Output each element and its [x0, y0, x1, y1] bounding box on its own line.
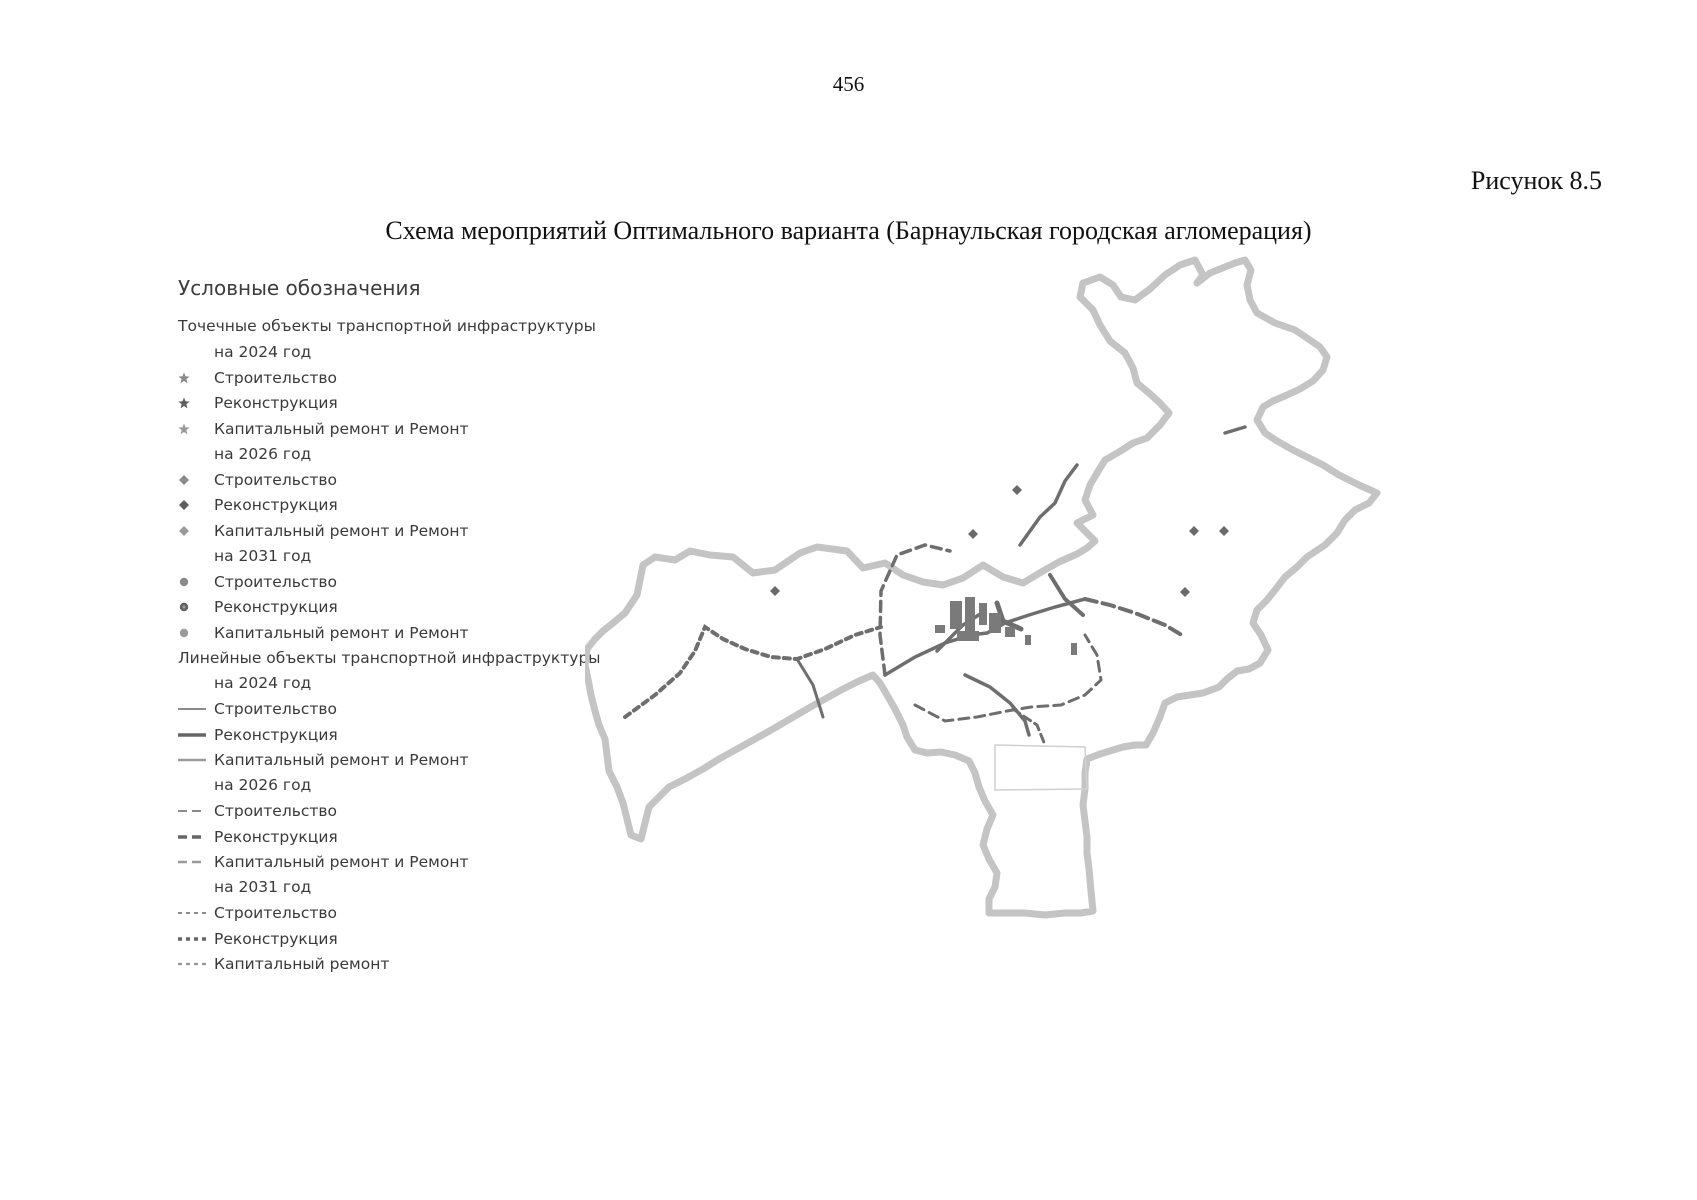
legend-item — [178, 467, 598, 493]
legend-year-2031: на 2031 год — [214, 878, 312, 896]
legend-item — [178, 799, 598, 825]
legend-item-label: Строительство — [214, 470, 338, 489]
legend-year-2031: на 2031 год — [214, 546, 312, 565]
legend-item-label: Капитальный ремонт и Ремонт — [214, 751, 469, 770]
legend-item — [178, 697, 598, 723]
page-number: 456 — [832, 72, 865, 96]
star-icon — [178, 393, 214, 413]
legend-item — [178, 416, 598, 442]
legend-item-label: Капитальный ремонт и Ремонт — [214, 853, 469, 872]
legend-item — [178, 518, 598, 544]
legend-item — [178, 569, 598, 595]
legend-item-label: Строительство — [214, 368, 338, 387]
legend-item — [178, 722, 598, 748]
figure-label: Рисунок 8.5 — [1470, 166, 1602, 195]
legend-item — [178, 901, 598, 927]
map-boundary — [585, 260, 1377, 915]
circle-icon — [178, 597, 214, 617]
solid-line-icon — [178, 699, 214, 719]
legend-item-label: Капитальный ремонт и Ремонт — [214, 419, 469, 438]
legend-item — [178, 493, 598, 519]
legend-item — [178, 620, 598, 646]
legend-item — [178, 391, 598, 417]
star-icon — [178, 419, 214, 439]
legend-item — [178, 952, 598, 978]
dashed-line-icon — [178, 801, 214, 821]
legend-item-label: Капитальный ремонт и Ремонт — [214, 521, 469, 540]
figure-title: Схема мероприятий Оптимального варианта (Барнаульская городская агломерация) — [385, 216, 1312, 245]
diamond-icon — [178, 470, 214, 490]
legend-year-2024: на 2024 год — [214, 342, 312, 361]
legend-year-2026: на 2026 год — [214, 444, 312, 463]
legend-item-label: Строительство — [214, 572, 338, 591]
legend-item-label: Капитальный ремонт и Ремонт — [214, 623, 469, 642]
diamond-icon — [178, 495, 214, 515]
legend-item-label: Строительство — [214, 802, 338, 821]
legend-item-label: Капитальный ремонт — [214, 955, 390, 974]
legend-item-label: Реконструкция — [214, 725, 338, 744]
legend-item-label: Строительство — [214, 904, 338, 923]
map-legend — [178, 276, 601, 977]
legend-year-2024: на 2024 год — [214, 674, 312, 692]
legend-item — [178, 926, 598, 952]
legend-item — [178, 850, 598, 876]
star-icon — [178, 368, 214, 388]
legend-title: Условные обозначения — [178, 276, 421, 300]
dashed-line-icon — [178, 852, 214, 872]
agglomeration-map — [585, 255, 1385, 1005]
dashed-line-icon — [178, 827, 214, 847]
solid-line-icon — [178, 725, 214, 745]
dotted-line-icon — [178, 954, 214, 974]
legend-item — [178, 365, 598, 391]
legend-item — [178, 824, 598, 850]
circle-icon — [178, 623, 214, 643]
solid-line-icon — [178, 750, 214, 770]
legend-item-label: Реконструкция — [214, 598, 338, 617]
diamond-icon — [178, 521, 214, 541]
legend-item — [178, 595, 598, 621]
legend-item-label: Строительство — [214, 700, 338, 719]
legend-year-2026: на 2026 год — [214, 776, 312, 794]
legend-item-label: Реконструкция — [214, 496, 338, 515]
legend-point-section: Точечные объекты транспортной инфраструктуры — [178, 317, 596, 335]
circle-icon — [178, 572, 214, 592]
dotted-line-icon — [178, 903, 214, 923]
legend-item-label: Реконструкция — [214, 929, 338, 948]
legend-item — [178, 748, 598, 774]
legend-item-label: Реконструкция — [214, 827, 338, 846]
dotted-line-icon — [178, 929, 214, 949]
map-point-objects — [770, 485, 1229, 597]
legend-line-section: Линейные объекты транспортной инфраструктуры — [178, 648, 601, 667]
legend-item-label: Реконструкция — [214, 394, 338, 413]
